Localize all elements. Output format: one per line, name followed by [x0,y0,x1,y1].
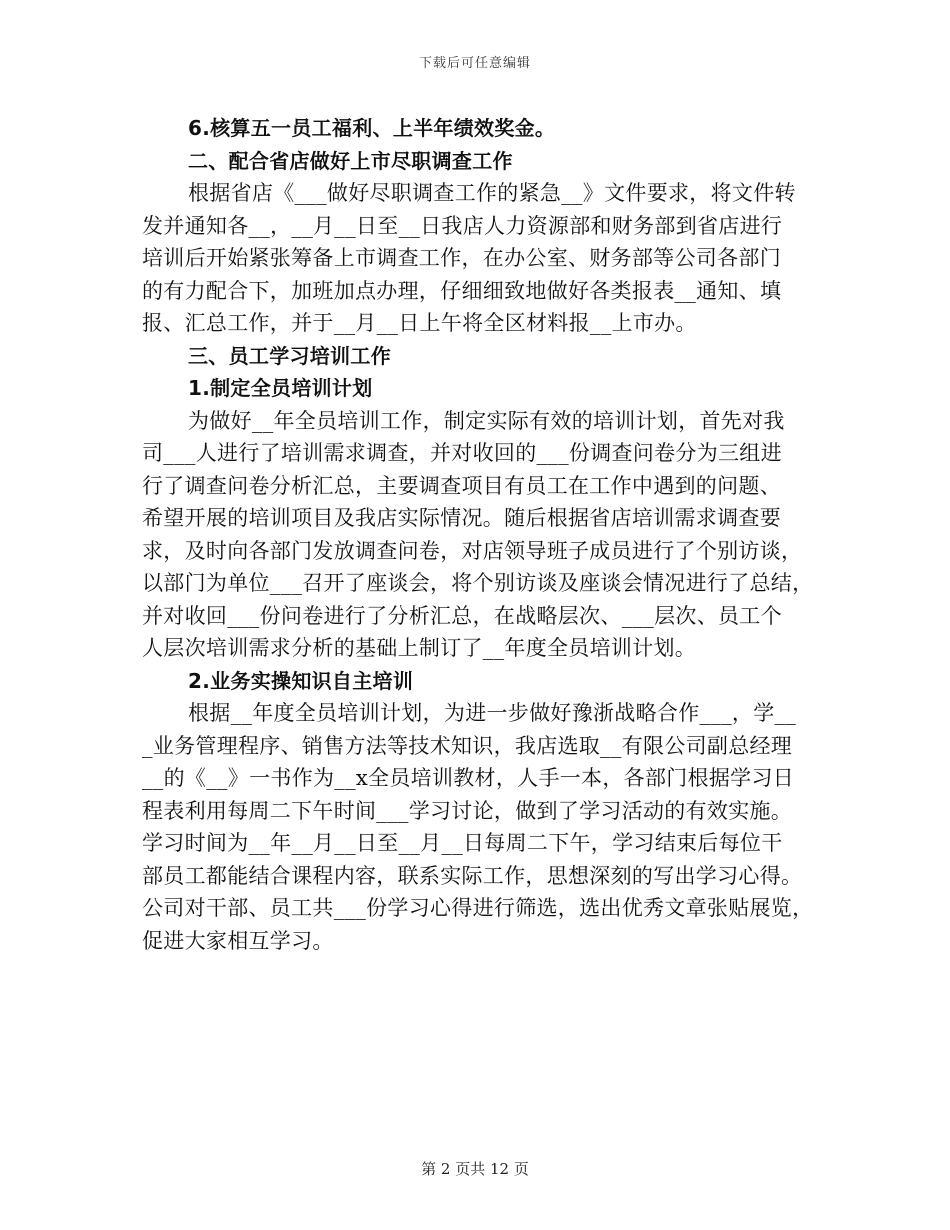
paragraph-line: 促进大家相互学习。 [142,928,334,953]
paragraph-line: 求，及时向各部门发放调查问卷，对店领导班子成员进行了个别访谈， [142,538,803,563]
paragraph-line: 以部门为单位___召开了座谈会，将个别访谈及座谈会情况进行了总结， [142,571,814,595]
paragraph-line: 报、汇总工作，并于__月__日上午将全区材料报__上市办。 [142,311,697,335]
paragraph-line: 发并通知各__，__月__日至__日我店人力资源部和财务部到省店进行 [142,213,783,238]
paragraph-line: 部员工都能结合课程内容，联系实际工作，思想深刻的写出学习心得。 [142,863,803,888]
page-footer: 第 2 页共 12 页 [421,1160,529,1178]
document-body [142,112,818,957]
paragraph-line: 行了调查问卷分析汇总，主要调查项目有员工在工作中遇到的问题、 [142,473,781,498]
section-heading: 三、员工学习培训工作 [188,343,391,368]
section-heading: 二、配合省店做好上市尽职调查工作 [188,148,513,173]
subsection-heading: 2.业务实操知识自主培训 [188,668,414,693]
heading-line: 6.核算五一员工福利、上半年绩效奖金。 [188,116,556,140]
paragraph-line: _业务管理程序、销售方法等技术知识，我店选取__有限公司副总经理 [142,733,793,758]
paragraph-line: 根据省店《___做好尽职调查工作的紧急__》文件要求，将文件转 [188,181,796,205]
paragraph-line: 培训后开始紧张筹备上市调查工作，在办公室、财务部等公司各部门 [142,246,781,270]
paragraph-line: 程表利用每周二下午时间___学习讨论，做到了学习活动的有效实施。 [142,798,793,823]
paragraph-line: 为做好__年全员培训工作，制定实际有效的培训计划，首先对我 [188,408,785,433]
paragraph-line: 并对收回___份问卷进行了分析汇总，在战略层次、___层次、员工个 [142,603,782,628]
subsection-heading: 1.制定全员培训计划 [188,376,373,400]
paragraph-line: __的《__》一书作为__x全员培训教材，人手一本，各部门根据学习日 [142,766,795,790]
paragraph-line: 希望开展的培训项目及我店实际情况。随后根据省店培训需求调查要 [142,506,781,530]
page-header: 下载后可任意编辑 [418,56,531,71]
paragraph-line: 学习时间为__年__月__日至__月__日每周二下午，学习结束后每位干 [142,831,783,855]
paragraph-line: 的有力配合下，加班加点办理，仔细细致地做好各类报表__通知、填 [142,278,782,303]
paragraph-line: 司___人进行了培训需求调查，并对收回的___份调查问卷分为三组进 [142,441,782,465]
paragraph-line: 根据__年度全员培训计划，为进一步做好豫浙战略合作___，学__ [188,701,797,725]
paragraph-line: 人层次培训需求分析的基础上制订了__年度全员培训计划。 [142,636,697,660]
paragraph-line: 公司对干部、员工共___份学习心得进行筛选，选出优秀文章张贴展览， [142,896,814,920]
